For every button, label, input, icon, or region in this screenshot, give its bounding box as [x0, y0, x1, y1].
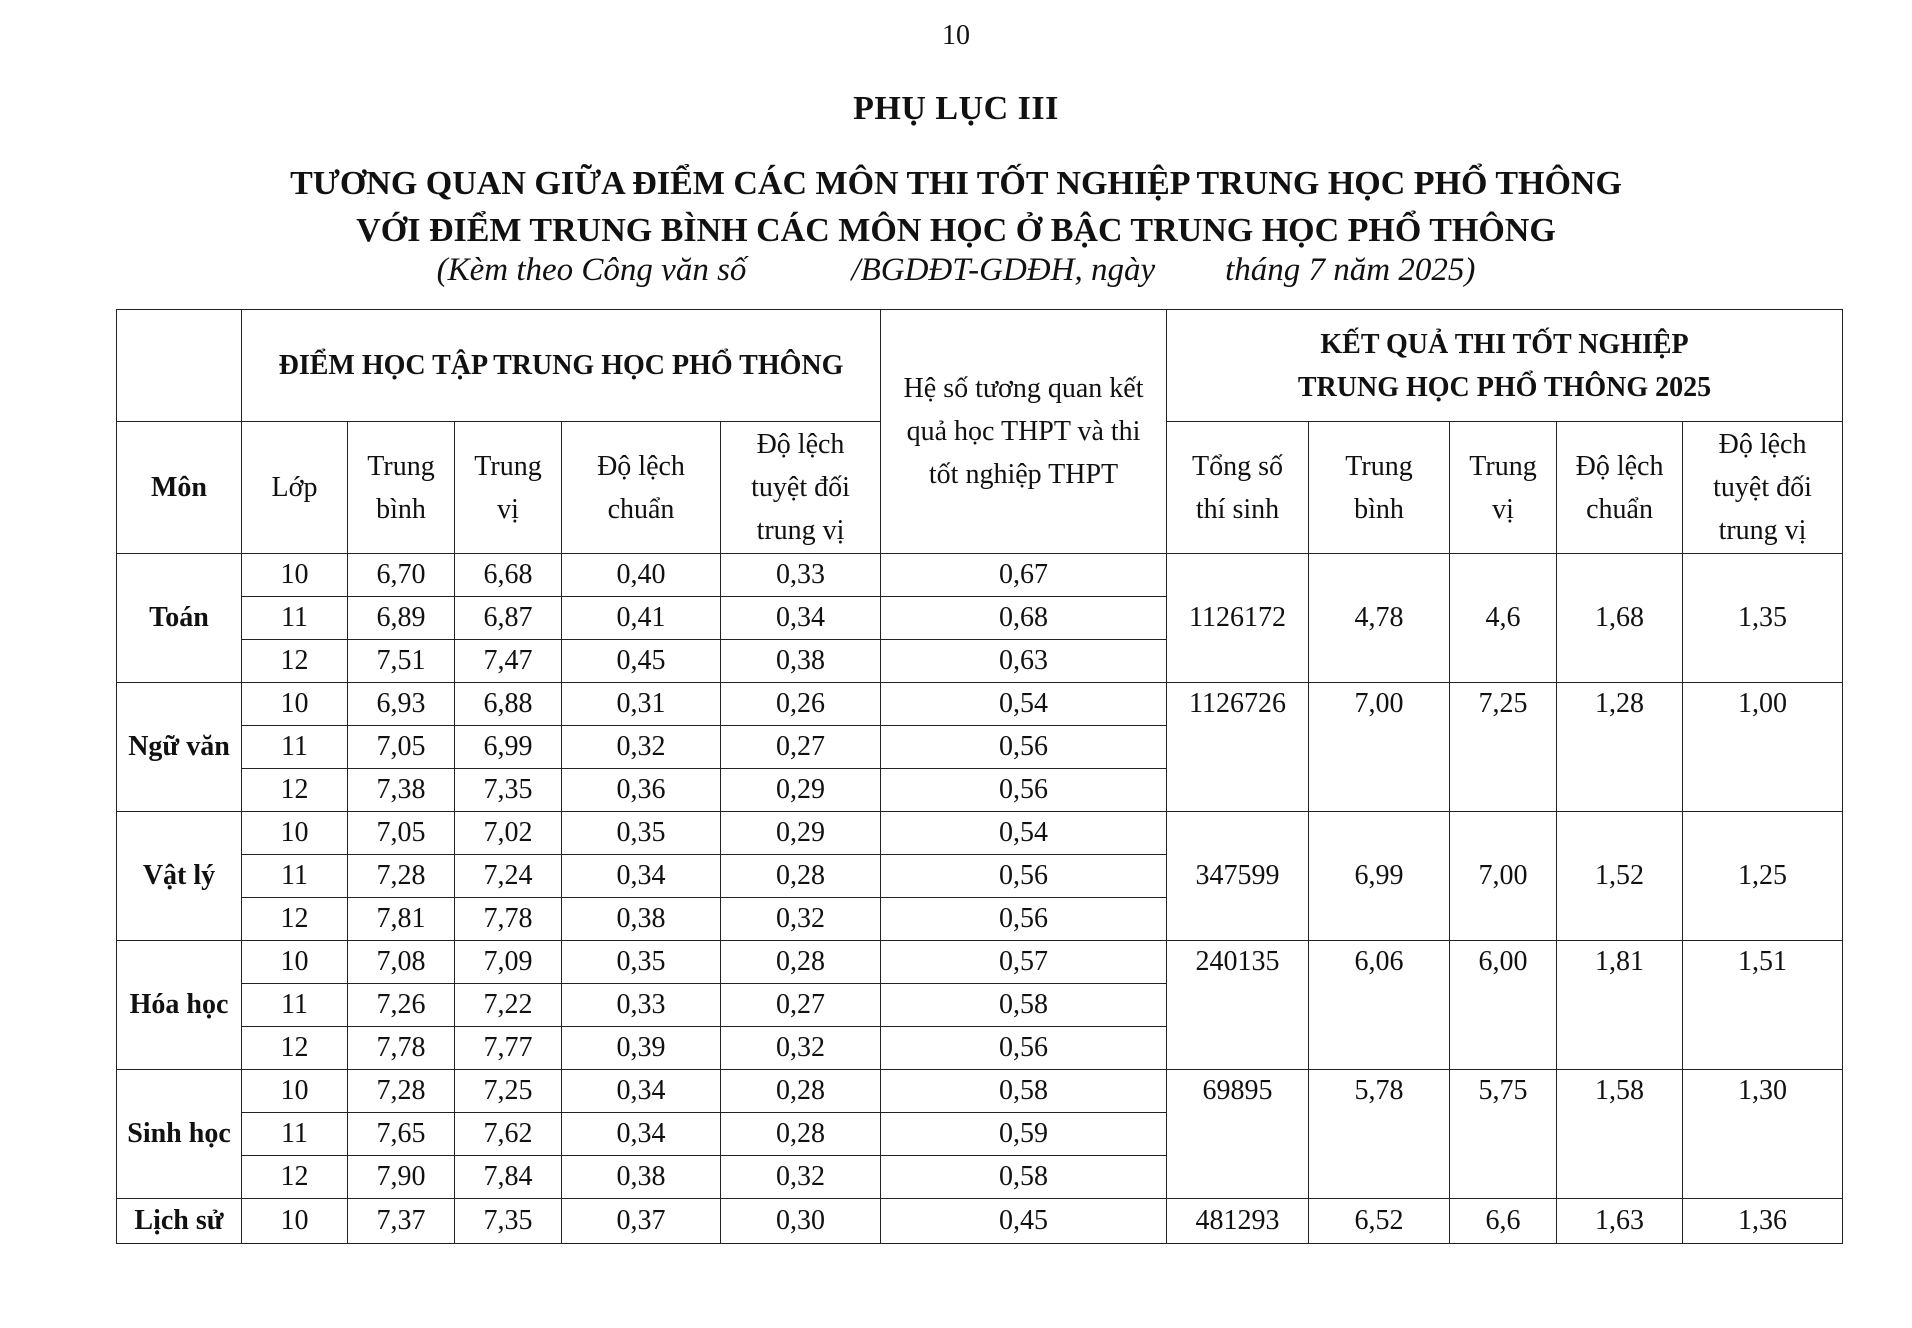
cell-do-lech-tuyet-doi: 0,30	[721, 1199, 881, 1244]
header-ket-qua-line-1: KẾT QUẢ THI TỐT NGHIỆP	[1320, 328, 1689, 360]
cell-do-lech-chuan: 0,35	[562, 812, 721, 855]
cell-do-lech-tuyet-doi: 0,32	[721, 1027, 881, 1070]
cell-kq-do-lech-tuyet-doi: 1,00	[1683, 683, 1843, 812]
cell-do-lech-chuan: 0,34	[562, 855, 721, 898]
cell-do-lech-chuan: 0,38	[562, 1156, 721, 1199]
appendix-title: PHỤ LỤC III	[853, 90, 1059, 127]
cell-do-lech-chuan: 0,45	[562, 640, 721, 683]
subject-name: Ngữ văn	[117, 683, 242, 812]
subtitle-part-2: /BGDĐT-GDĐH, ngày	[851, 252, 1156, 288]
cell-kq-do-lech-tuyet-doi: 1,25	[1683, 812, 1843, 941]
cell-kq-trung-vi: 5,75	[1450, 1070, 1557, 1199]
cell-kq-do-lech-tuyet-doi: 1,35	[1683, 554, 1843, 683]
cell-trung-vi: 7,24	[455, 855, 562, 898]
cell-he-so: 0,56	[881, 726, 1167, 769]
cell-trung-binh: 7,65	[348, 1113, 455, 1156]
cell-trung-vi: 6,68	[455, 554, 562, 597]
cell-he-so: 0,56	[881, 769, 1167, 812]
cell-trung-vi: 7,35	[455, 769, 562, 812]
cell-lop: 12	[242, 769, 348, 812]
cell-he-so: 0,54	[881, 812, 1167, 855]
cell-do-lech-tuyet-doi: 0,34	[721, 597, 881, 640]
cell-he-so: 0,68	[881, 597, 1167, 640]
cell-trung-binh: 7,05	[348, 726, 455, 769]
cell-he-so: 0,56	[881, 855, 1167, 898]
cell-kq-trung-vi: 7,25	[1450, 683, 1557, 812]
column-header-trung-vi: Trung vị	[455, 422, 562, 554]
column-header-tong-so: Tổng số thí sinh	[1167, 422, 1309, 554]
column-header-kq-trung-binh: Trung bình	[1309, 422, 1450, 554]
cell-trung-binh: 6,93	[348, 683, 455, 726]
header-empty-cell	[117, 310, 242, 422]
subtitle	[0, 252, 1912, 289]
cell-trung-binh: 7,28	[348, 855, 455, 898]
table-row	[117, 941, 1843, 984]
cell-trung-vi: 7,47	[455, 640, 562, 683]
cell-lop: 10	[242, 683, 348, 726]
cell-tong-so: 347599	[1167, 812, 1309, 941]
cell-do-lech-tuyet-doi: 0,29	[721, 769, 881, 812]
table-row	[117, 1070, 1843, 1113]
table-row	[117, 1199, 1843, 1244]
cell-kq-do-lech-chuan: 1,58	[1557, 1070, 1683, 1199]
cell-he-so: 0,45	[881, 1199, 1167, 1244]
cell-do-lech-tuyet-doi: 0,27	[721, 726, 881, 769]
cell-kq-do-lech-tuyet-doi: 1,36	[1683, 1199, 1843, 1244]
cell-kq-trung-binh: 4,78	[1309, 554, 1450, 683]
subtitle-part-1: (Kèm theo Công văn số	[436, 252, 747, 288]
cell-he-so: 0,54	[881, 683, 1167, 726]
cell-kq-do-lech-chuan: 1,63	[1557, 1199, 1683, 1244]
cell-lop: 12	[242, 898, 348, 941]
cell-lop: 11	[242, 855, 348, 898]
cell-trung-vi: 6,88	[455, 683, 562, 726]
cell-do-lech-tuyet-doi: 0,28	[721, 1113, 881, 1156]
cell-do-lech-chuan: 0,36	[562, 769, 721, 812]
cell-do-lech-tuyet-doi: 0,28	[721, 855, 881, 898]
cell-trung-vi: 7,78	[455, 898, 562, 941]
cell-he-so: 0,57	[881, 941, 1167, 984]
cell-he-so: 0,58	[881, 984, 1167, 1027]
cell-trung-vi: 7,35	[455, 1199, 562, 1244]
cell-trung-binh: 7,26	[348, 984, 455, 1027]
cell-kq-trung-vi: 6,6	[1450, 1199, 1557, 1244]
cell-kq-do-lech-tuyet-doi: 1,30	[1683, 1070, 1843, 1199]
table-row	[117, 683, 1843, 726]
cell-do-lech-chuan: 0,41	[562, 597, 721, 640]
cell-kq-trung-vi: 4,6	[1450, 554, 1557, 683]
column-header-kq-do-lech-chuan: Độ lệch chuẩn	[1557, 422, 1683, 554]
cell-he-so: 0,56	[881, 898, 1167, 941]
cell-do-lech-tuyet-doi: 0,33	[721, 554, 881, 597]
column-header-do-lech-tuyet-doi: Độ lệch tuyệt đối trung vị	[721, 422, 881, 554]
cell-trung-binh: 6,89	[348, 597, 455, 640]
cell-do-lech-tuyet-doi: 0,32	[721, 1156, 881, 1199]
title-line-2: VỚI ĐIỂM TRUNG BÌNH CÁC MÔN HỌC Ở BẬC TRUNG HỌC PHỔ THÔNG	[356, 212, 1556, 249]
cell-kq-trung-binh: 7,00	[1309, 683, 1450, 812]
subject-name: Toán	[117, 554, 242, 683]
cell-kq-do-lech-chuan: 1,68	[1557, 554, 1683, 683]
cell-kq-do-lech-tuyet-doi: 1,51	[1683, 941, 1843, 1070]
cell-lop: 12	[242, 1027, 348, 1070]
cell-kq-do-lech-chuan: 1,81	[1557, 941, 1683, 1070]
cell-trung-vi: 7,25	[455, 1070, 562, 1113]
cell-do-lech-tuyet-doi: 0,28	[721, 1070, 881, 1113]
column-header-mon: Môn	[117, 422, 242, 554]
subject-name: Hóa học	[117, 941, 242, 1070]
header-ket-qua	[1167, 310, 1843, 422]
cell-trung-vi: 6,99	[455, 726, 562, 769]
header-he-so: Hệ số tương quan kết quả học THPT và thi tốt nghiệp THPT	[881, 310, 1167, 554]
cell-trung-binh: 7,81	[348, 898, 455, 941]
cell-do-lech-tuyet-doi: 0,27	[721, 984, 881, 1027]
main-title	[0, 160, 1912, 254]
cell-do-lech-chuan: 0,38	[562, 898, 721, 941]
cell-kq-do-lech-chuan: 1,52	[1557, 812, 1683, 941]
cell-trung-binh: 7,78	[348, 1027, 455, 1070]
page-number: 10	[942, 20, 970, 51]
cell-do-lech-chuan: 0,34	[562, 1070, 721, 1113]
cell-trung-binh: 6,70	[348, 554, 455, 597]
cell-kq-do-lech-chuan: 1,28	[1557, 683, 1683, 812]
subject-name: Lịch sử	[117, 1199, 242, 1244]
cell-lop: 10	[242, 1070, 348, 1113]
cell-tong-so: 69895	[1167, 1070, 1309, 1199]
cell-trung-vi: 7,84	[455, 1156, 562, 1199]
cell-do-lech-chuan: 0,40	[562, 554, 721, 597]
correlation-table	[116, 309, 1843, 1244]
cell-do-lech-tuyet-doi: 0,28	[721, 941, 881, 984]
cell-trung-vi: 7,09	[455, 941, 562, 984]
cell-kq-trung-binh: 5,78	[1309, 1070, 1450, 1199]
cell-trung-binh: 7,08	[348, 941, 455, 984]
cell-lop: 10	[242, 554, 348, 597]
cell-tong-so: 481293	[1167, 1199, 1309, 1244]
cell-kq-trung-binh: 6,99	[1309, 812, 1450, 941]
cell-lop: 12	[242, 640, 348, 683]
cell-lop: 11	[242, 597, 348, 640]
cell-lop: 11	[242, 1113, 348, 1156]
cell-do-lech-chuan: 0,33	[562, 984, 721, 1027]
cell-trung-binh: 7,90	[348, 1156, 455, 1199]
header-hoc-tap: ĐIỂM HỌC TẬP TRUNG HỌC PHỔ THÔNG	[242, 310, 881, 422]
cell-trung-binh: 7,05	[348, 812, 455, 855]
cell-trung-vi: 6,87	[455, 597, 562, 640]
table-body	[117, 554, 1843, 1244]
cell-lop: 10	[242, 812, 348, 855]
cell-do-lech-chuan: 0,37	[562, 1199, 721, 1244]
column-header-lop: Lớp	[242, 422, 348, 554]
cell-he-so: 0,63	[881, 640, 1167, 683]
cell-trung-binh: 7,51	[348, 640, 455, 683]
cell-he-so: 0,56	[881, 1027, 1167, 1070]
cell-trung-vi: 7,02	[455, 812, 562, 855]
cell-tong-so: 1126726	[1167, 683, 1309, 812]
cell-do-lech-chuan: 0,35	[562, 941, 721, 984]
column-header-kq-trung-vi: Trung vị	[1450, 422, 1557, 554]
cell-do-lech-tuyet-doi: 0,26	[721, 683, 881, 726]
cell-tong-so: 240135	[1167, 941, 1309, 1070]
table-row	[117, 554, 1843, 597]
cell-he-so: 0,59	[881, 1113, 1167, 1156]
cell-he-so: 0,67	[881, 554, 1167, 597]
cell-tong-so: 1126172	[1167, 554, 1309, 683]
subject-name: Vật lý	[117, 812, 242, 941]
cell-do-lech-tuyet-doi: 0,38	[721, 640, 881, 683]
cell-lop: 11	[242, 726, 348, 769]
column-header-kq-do-lech-tuyet-doi: Độ lệch tuyệt đối trung vị	[1683, 422, 1843, 554]
cell-lop: 10	[242, 1199, 348, 1244]
cell-he-so: 0,58	[881, 1070, 1167, 1113]
cell-kq-trung-binh: 6,06	[1309, 941, 1450, 1070]
cell-do-lech-chuan: 0,34	[562, 1113, 721, 1156]
cell-do-lech-chuan: 0,31	[562, 683, 721, 726]
cell-trung-vi: 7,62	[455, 1113, 562, 1156]
cell-trung-binh: 7,38	[348, 769, 455, 812]
subtitle-part-3: tháng 7 năm 2025)	[1225, 252, 1476, 288]
title-line-1: TƯƠNG QUAN GIỮA ĐIỂM CÁC MÔN THI TỐT NGHIỆP TRUNG HỌC PHỔ THÔNG	[290, 165, 1622, 202]
cell-kq-trung-binh: 6,52	[1309, 1199, 1450, 1244]
cell-kq-trung-vi: 7,00	[1450, 812, 1557, 941]
cell-trung-binh: 7,37	[348, 1199, 455, 1244]
cell-lop: 10	[242, 941, 348, 984]
cell-do-lech-chuan: 0,32	[562, 726, 721, 769]
column-header-do-lech-chuan: Độ lệch chuẩn	[562, 422, 721, 554]
header-ket-qua-line-2: TRUNG HỌC PHỔ THÔNG 2025	[1297, 371, 1712, 403]
cell-trung-vi: 7,22	[455, 984, 562, 1027]
subject-name: Sinh học	[117, 1070, 242, 1199]
cell-lop: 12	[242, 1156, 348, 1199]
column-header-trung-binh: Trung bình	[348, 422, 455, 554]
cell-do-lech-tuyet-doi: 0,32	[721, 898, 881, 941]
cell-do-lech-tuyet-doi: 0,29	[721, 812, 881, 855]
cell-do-lech-chuan: 0,39	[562, 1027, 721, 1070]
cell-trung-binh: 7,28	[348, 1070, 455, 1113]
cell-kq-trung-vi: 6,00	[1450, 941, 1557, 1070]
table-row	[117, 812, 1843, 855]
cell-lop: 11	[242, 984, 348, 1027]
cell-he-so: 0,58	[881, 1156, 1167, 1199]
cell-trung-vi: 7,77	[455, 1027, 562, 1070]
